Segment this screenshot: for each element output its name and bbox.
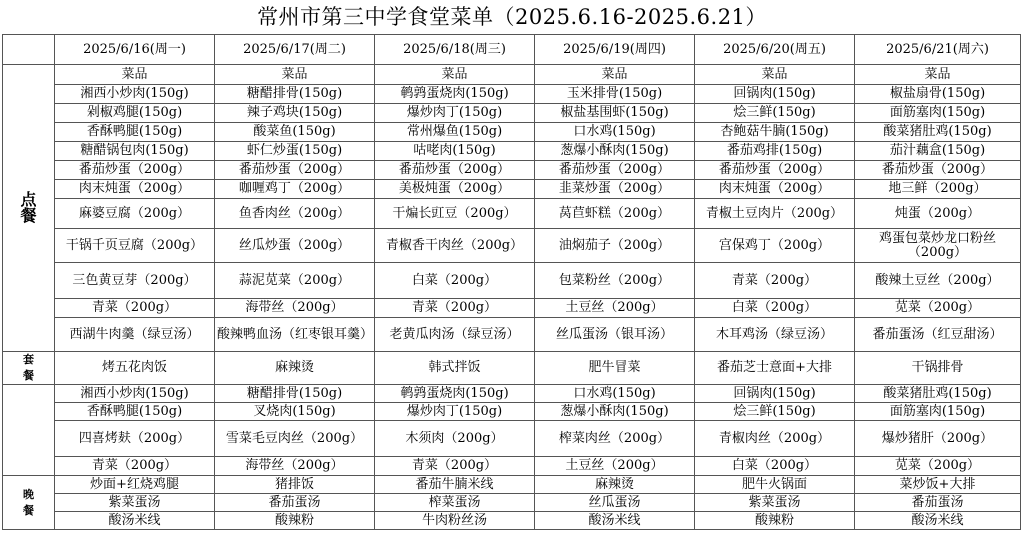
dish-cell: 土豆丝（200g） — [535, 457, 695, 476]
dish-cell: 鹌鹑蛋烧肉(150g) — [375, 385, 535, 403]
table-row — [3, 85, 1021, 104]
dish-cell: 湘西小炒肉(150g) — [55, 385, 215, 403]
day-header: 2025/6/18(周三) — [375, 35, 535, 65]
table-row — [3, 385, 1021, 403]
dish-cell: 雪菜毛豆肉丝（200g） — [215, 421, 375, 457]
section-label-text: 套 餐 — [23, 353, 34, 382]
table-row — [3, 199, 1021, 229]
dish-cell: 苋菜（200g） — [855, 457, 1021, 476]
table-row — [3, 457, 1021, 476]
dish-cell: 回锅肉(150g) — [695, 385, 855, 403]
table-row — [3, 229, 1021, 263]
dish-cell: 香酥鸭腿(150g) — [55, 123, 215, 142]
dish-cell: 海带丝（200g） — [215, 299, 375, 318]
dish-cell: 韭菜炒蛋（200g） — [535, 180, 695, 199]
dish-cell: 海带丝（200g） — [215, 457, 375, 476]
dish-cell: 青菜（200g） — [55, 457, 215, 476]
table-row — [3, 476, 1021, 494]
table-row — [3, 403, 1021, 421]
dish-cell: 咕咾肉(150g) — [375, 142, 535, 161]
dish-cell: 椒盐扇骨(150g) — [855, 85, 1021, 104]
dish-cell: 番茄蛋汤（红豆甜汤） — [855, 318, 1021, 352]
dish-cell: 韩式拌饭 — [375, 352, 535, 385]
dish-cell: 三色黄豆芽（200g） — [55, 263, 215, 299]
dish-cell: 酸辣鸭血汤（红枣银耳羹） — [215, 318, 375, 352]
dish-cell: 剁椒鸡腿(150g) — [55, 104, 215, 123]
dish-cell: 番茄牛腩米线 — [375, 476, 535, 494]
dish-cell: 青菜（200g） — [375, 457, 535, 476]
section-label-blank — [3, 385, 55, 476]
dish-header: 菜品 — [695, 65, 855, 85]
dish-header: 菜品 — [535, 65, 695, 85]
dish-cell: 肉末炖蛋（200g） — [55, 180, 215, 199]
dish-cell: 常州爆鱼(150g) — [375, 123, 535, 142]
dish-cell: 糖醋排骨(150g) — [215, 385, 375, 403]
dish-cell: 番茄蛋汤 — [215, 494, 375, 512]
dish-cell: 青菜（200g） — [375, 299, 535, 318]
dish-header: 菜品 — [215, 65, 375, 85]
section-label-set — [3, 352, 55, 385]
table-row — [3, 142, 1021, 161]
dish-cell: 白菜（200g） — [695, 299, 855, 318]
day-header: 2025/6/16(周一) — [55, 35, 215, 65]
table-row — [3, 180, 1021, 199]
dish-cell: 酸菜鱼(150g) — [215, 123, 375, 142]
dish-cell: 糖醋锅包肉(150g) — [55, 142, 215, 161]
dish-cell: 酸汤米线 — [55, 512, 215, 530]
dish-cell: 青椒土豆肉片（200g） — [695, 199, 855, 229]
dish-cell: 糖醋排骨(150g) — [215, 85, 375, 104]
dish-cell: 面筋塞肉(150g) — [855, 403, 1021, 421]
dish-header: 菜品 — [55, 65, 215, 85]
dish-cell: 酸辣粉 — [695, 512, 855, 530]
dish-cell: 牛肉粉丝汤 — [375, 512, 535, 530]
section-label-order — [3, 65, 55, 352]
dish-cell: 酸汤米线 — [535, 512, 695, 530]
dish-cell: 干锅千页豆腐（200g） — [55, 229, 215, 263]
dish-cell: 榨菜蛋汤 — [375, 494, 535, 512]
dish-cell: 烩三鲜(150g) — [695, 403, 855, 421]
table-row — [3, 421, 1021, 457]
table-row — [3, 104, 1021, 123]
dish-cell: 辣子鸡块(150g) — [215, 104, 375, 123]
dish-cell: 回锅肉(150g) — [695, 85, 855, 104]
dish-cell: 鹌鹑蛋烧肉(150g) — [375, 85, 535, 104]
dish-cell: 葱爆小酥肉(150g) — [535, 142, 695, 161]
dish-cell: 鸡蛋包菜炒龙口粉丝（200g） — [855, 229, 1021, 263]
dish-cell: 椒盐基围虾(150g) — [535, 104, 695, 123]
section-label-text: 点 餐 — [20, 190, 37, 225]
dish-cell: 番茄炒蛋（200g） — [855, 161, 1021, 180]
dish-header: 菜品 — [375, 65, 535, 85]
dish-cell: 番茄炒蛋（200g） — [535, 161, 695, 180]
table-row — [3, 352, 1021, 385]
dish-cell: 爆炒肉丁(150g) — [375, 403, 535, 421]
corner-cell — [3, 35, 55, 65]
dish-cell: 咖喱鸡丁（200g） — [215, 180, 375, 199]
dish-cell: 地三鲜（200g） — [855, 180, 1021, 199]
dish-cell: 青菜（200g） — [55, 299, 215, 318]
dish-cell: 番茄炒蛋（200g） — [215, 161, 375, 180]
dish-cell: 猪排饭 — [215, 476, 375, 494]
section-label-dinner — [3, 476, 55, 530]
dish-cell: 酸辣土豆丝（200g） — [855, 263, 1021, 299]
page-title: 常州市第三中学食堂菜单（2025.6.16-2025.6.21） — [257, 5, 767, 29]
dish-cell: 烤五花肉饭 — [55, 352, 215, 385]
dish-cell: 面筋塞肉(150g) — [855, 104, 1021, 123]
dish-cell: 丝瓜蛋汤（银耳汤） — [535, 318, 695, 352]
table-row — [3, 65, 1021, 85]
dish-cell: 杏鲍菇牛腩(150g) — [695, 123, 855, 142]
table-row — [3, 123, 1021, 142]
dish-cell: 青椒香干肉丝（200g） — [375, 229, 535, 263]
dish-cell: 番茄炒蛋（200g） — [375, 161, 535, 180]
dish-cell: 蒜泥苋菜（200g） — [215, 263, 375, 299]
dish-cell: 白菜（200g） — [375, 263, 535, 299]
table-row — [3, 161, 1021, 180]
dish-cell: 青菜（200g） — [695, 263, 855, 299]
dish-cell: 酸辣粉 — [215, 512, 375, 530]
dish-cell: 麻婆豆腐（200g） — [55, 199, 215, 229]
dish-cell: 口水鸡(150g) — [535, 123, 695, 142]
dish-cell: 口水鸡(150g) — [535, 385, 695, 403]
dish-cell: 肥牛火锅面 — [695, 476, 855, 494]
dish-cell: 肥牛冒菜 — [535, 352, 695, 385]
dish-cell: 宫保鸡丁（200g） — [695, 229, 855, 263]
dish-cell: 麻辣烫 — [215, 352, 375, 385]
dish-cell: 木耳鸡汤（绿豆汤） — [695, 318, 855, 352]
dish-cell: 土豆丝（200g） — [535, 299, 695, 318]
dish-cell: 菜炒饭+大排 — [855, 476, 1021, 494]
table-row — [3, 299, 1021, 318]
dish-cell: 叉烧肉(150g) — [215, 403, 375, 421]
dish-cell: 紫菜蛋汤 — [55, 494, 215, 512]
dish-cell: 茄汁藕盒(150g) — [855, 142, 1021, 161]
dish-cell: 炒面+红烧鸡腿 — [55, 476, 215, 494]
dish-cell: 番茄芝士意面+大排 — [695, 352, 855, 385]
menu-table — [2, 34, 1021, 530]
dish-cell: 四喜烤麸（200g） — [55, 421, 215, 457]
dish-cell: 酸菜猪肚鸡(150g) — [855, 385, 1021, 403]
dish-cell: 番茄炒蛋（200g） — [55, 161, 215, 180]
dish-cell: 酸汤米线 — [855, 512, 1021, 530]
dish-cell: 榨菜肉丝（200g） — [535, 421, 695, 457]
day-header: 2025/6/19(周四) — [535, 35, 695, 65]
day-header: 2025/6/20(周五) — [695, 35, 855, 65]
dish-cell: 香酥鸭腿(150g) — [55, 403, 215, 421]
dish-cell: 包菜粉丝（200g） — [535, 263, 695, 299]
dish-cell: 紫菜蛋汤 — [695, 494, 855, 512]
dish-cell: 莴苣虾糕（200g） — [535, 199, 695, 229]
dish-cell: 玉米排骨(150g) — [535, 85, 695, 104]
dish-cell: 鱼香肉丝（200g） — [215, 199, 375, 229]
dish-cell: 虾仁炒蛋(150g) — [215, 142, 375, 161]
day-header: 2025/6/21(周六) — [855, 35, 1021, 65]
section-label-text: 晚 餐 — [23, 487, 34, 517]
dish-cell: 青椒肉丝（200g） — [695, 421, 855, 457]
dish-cell: 肉末炖蛋（200g） — [695, 180, 855, 199]
dish-cell: 湘西小炒肉(150g) — [55, 85, 215, 104]
table-row — [3, 318, 1021, 352]
dish-cell: 老黄瓜肉汤（绿豆汤） — [375, 318, 535, 352]
dish-header: 菜品 — [855, 65, 1021, 85]
table-row — [3, 494, 1021, 512]
dish-cell: 番茄蛋汤 — [855, 494, 1021, 512]
dish-cell: 爆炒肉丁(150g) — [375, 104, 535, 123]
dish-cell: 番茄鸡排(150g) — [695, 142, 855, 161]
dish-cell: 美极炖蛋（200g） — [375, 180, 535, 199]
dish-cell: 苋菜（200g） — [855, 299, 1021, 318]
dish-cell: 烩三鲜(150g) — [695, 104, 855, 123]
dish-cell: 爆炒猪肝（200g） — [855, 421, 1021, 457]
dish-cell: 番茄炒蛋（200g） — [695, 161, 855, 180]
dish-cell: 西湖牛肉羹（绿豆汤） — [55, 318, 215, 352]
day-header: 2025/6/17(周二) — [215, 35, 375, 65]
dish-cell: 木须肉（200g） — [375, 421, 535, 457]
dish-cell: 炖蛋（200g） — [855, 199, 1021, 229]
dish-cell: 油焖茄子（200g） — [535, 229, 695, 263]
dish-cell: 干煸长豇豆（200g） — [375, 199, 535, 229]
dish-cell: 酸菜猪肚鸡(150g) — [855, 123, 1021, 142]
dish-cell: 麻辣烫 — [535, 476, 695, 494]
table-row — [3, 35, 1021, 65]
dish-cell: 丝瓜炒蛋（200g） — [215, 229, 375, 263]
table-row — [3, 263, 1021, 299]
dish-cell: 白菜（200g） — [695, 457, 855, 476]
dish-cell: 干锅排骨 — [855, 352, 1021, 385]
table-row — [3, 512, 1021, 530]
dish-cell: 丝瓜蛋汤 — [535, 494, 695, 512]
dish-cell: 葱爆小酥肉(150g) — [535, 403, 695, 421]
